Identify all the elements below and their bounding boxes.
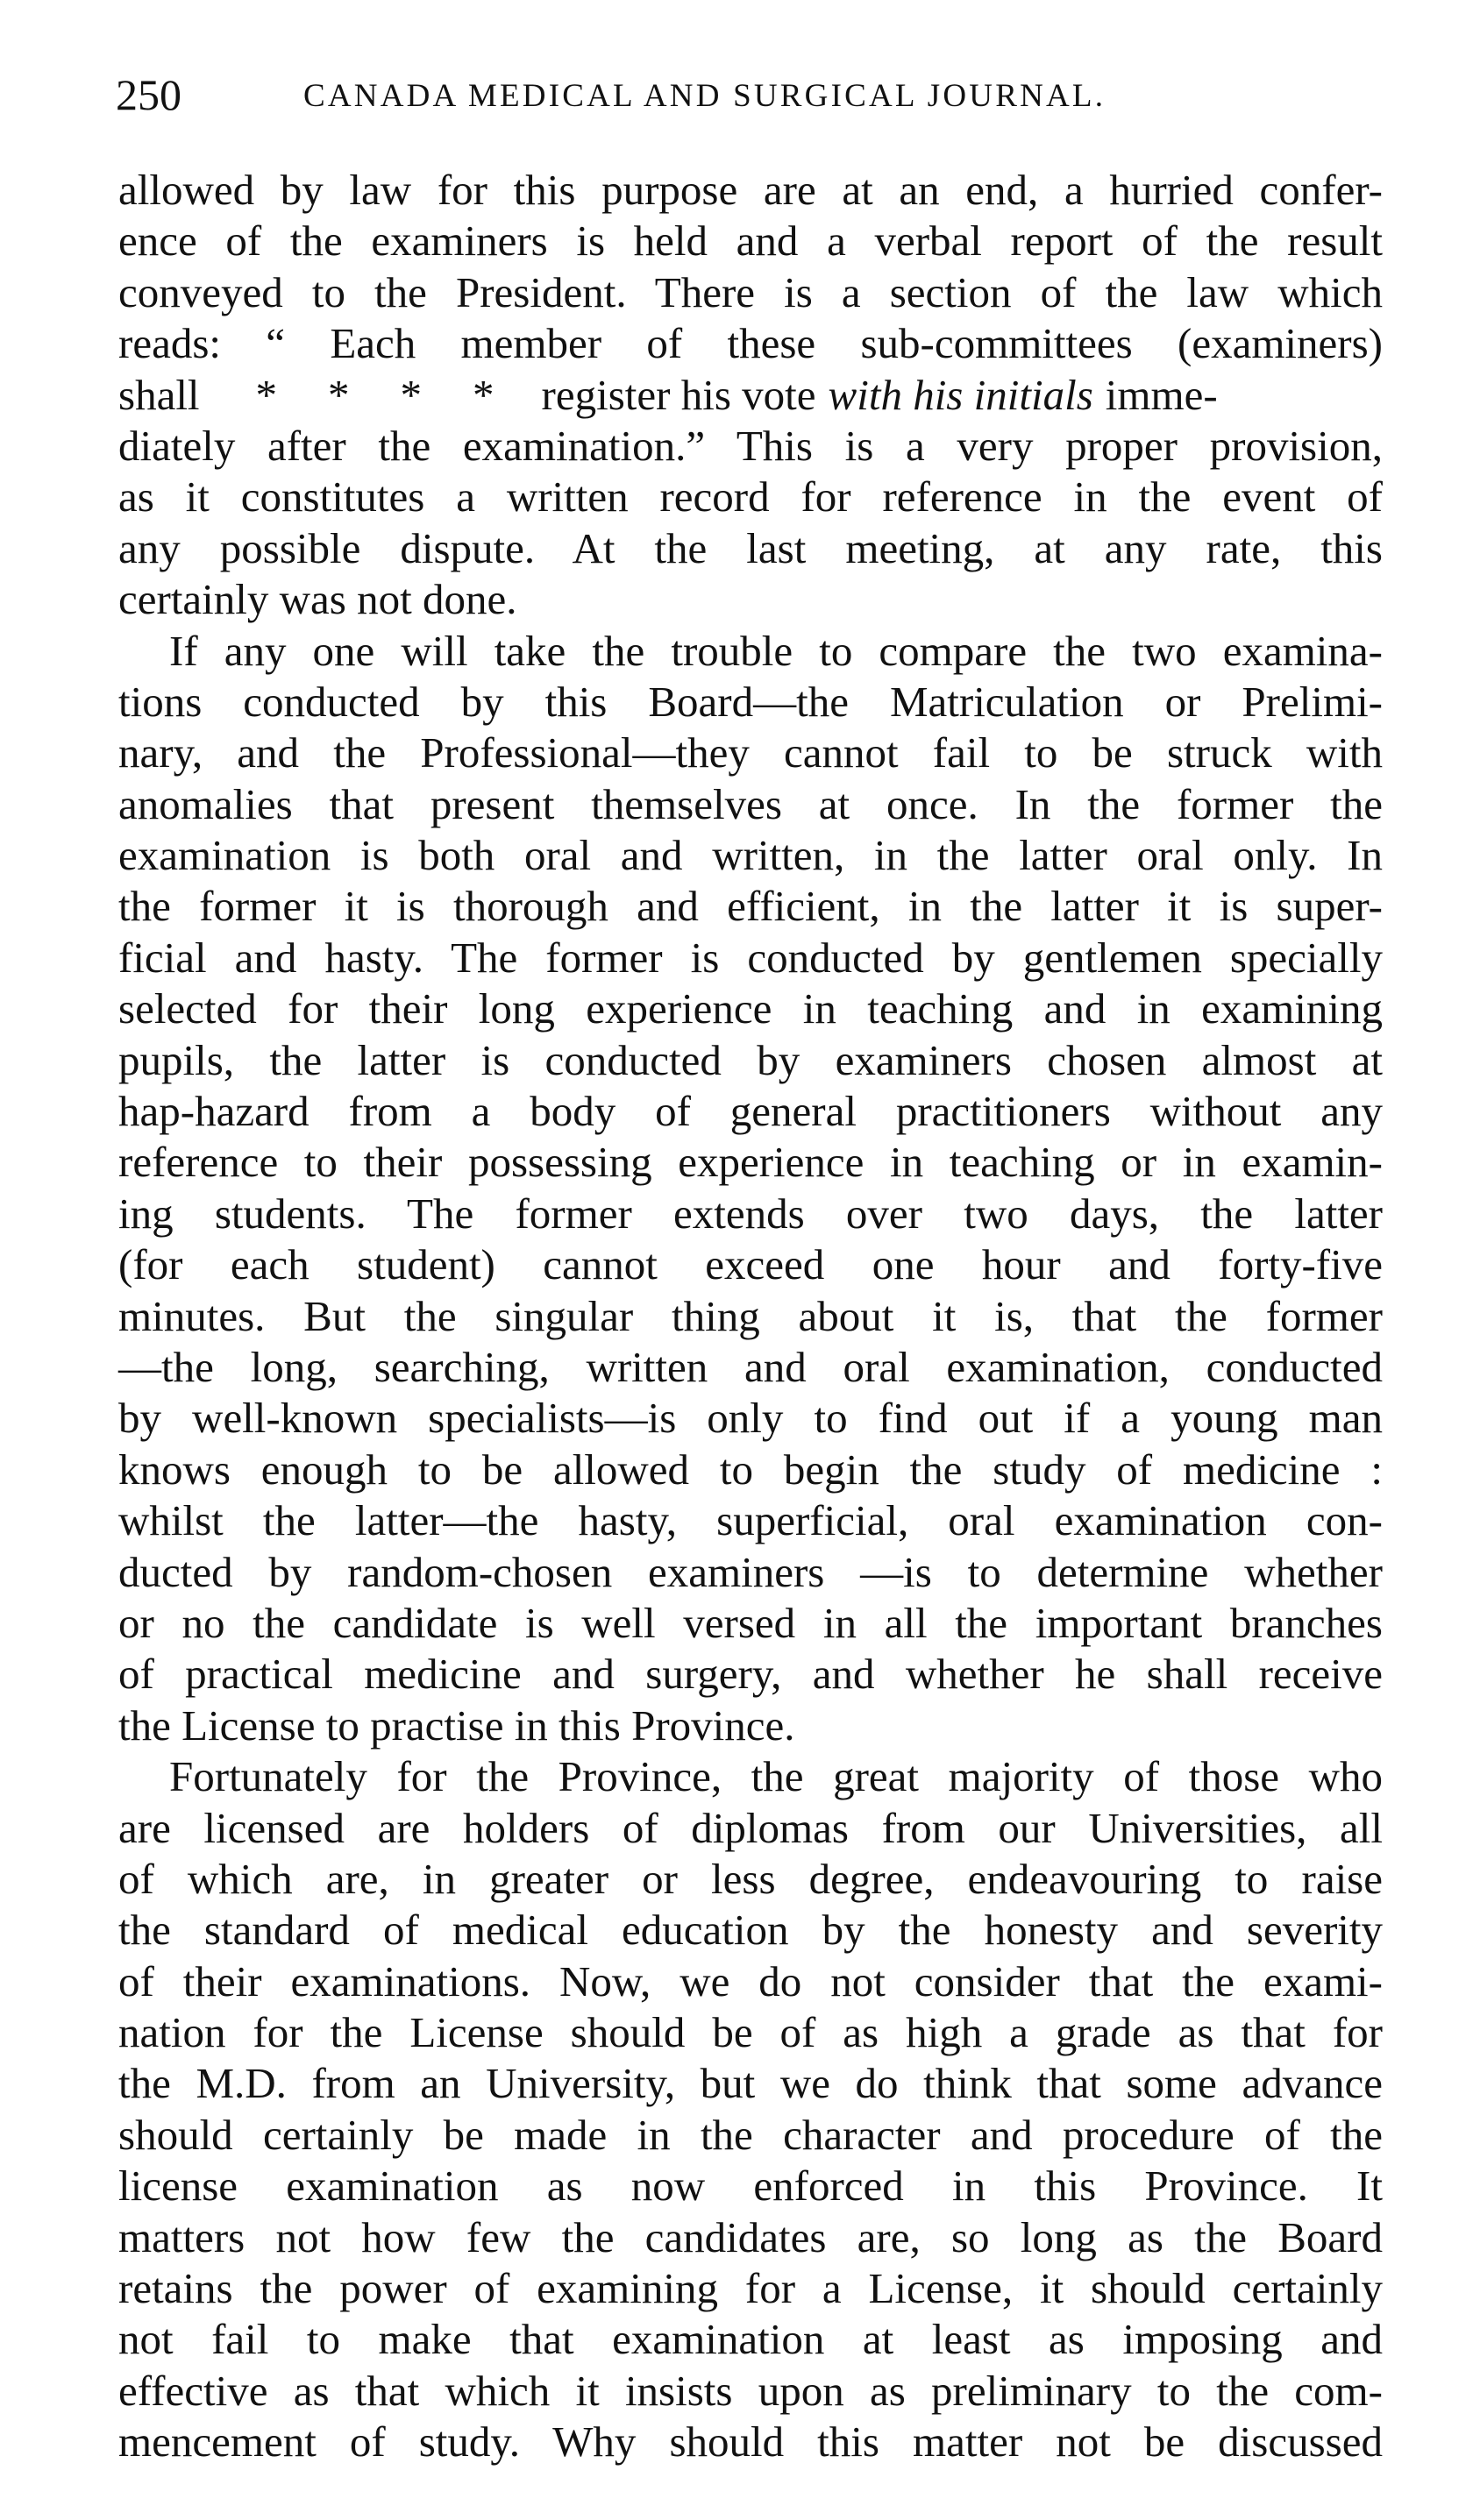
article-body bbox=[118, 165, 1383, 2468]
paragraph-first-line: If any one will take the trouble to compare the two examina- bbox=[169, 626, 1383, 675]
text-line: any possible dispute. At the last meeting, at any rate, this bbox=[118, 523, 1383, 572]
text-line: the former it is thorough and efficient, in the latter it is super- bbox=[118, 882, 1383, 931]
text-line: minutes. But the singular thing about it is, that the former bbox=[118, 1291, 1383, 1340]
text-line: as it constitutes a written record for reference in the event of bbox=[118, 472, 1383, 522]
text-line: —the long, searching, written and oral examination, conducted bbox=[118, 1342, 1383, 1391]
text-line: should certainly be made in the character and procedure of the bbox=[118, 2110, 1383, 2159]
text-line: nation for the License should be of as high a grade as that for bbox=[118, 2008, 1383, 2057]
page-header bbox=[116, 68, 1378, 121]
elision-star: * bbox=[473, 370, 495, 419]
text-line: reference to their possessing experience in teaching or in examin- bbox=[118, 1138, 1383, 1187]
text-line: effective as that which it insists upon as preliminary to the com- bbox=[118, 2366, 1383, 2415]
text-line: allowed by law for this purpose are at an end, a hurried confer- bbox=[118, 166, 1383, 214]
page-number: 250 bbox=[116, 70, 181, 119]
text-line: are licensed are holders of diplomas from our Universities, all bbox=[118, 1803, 1383, 1852]
text-line: (for each student) cannot exceed one hour and forty-five bbox=[118, 1240, 1383, 1289]
text-line: conveyed to the President. There is a section of the law which bbox=[118, 267, 1383, 316]
text-line: the M.D. from an University, but we do think that some advance bbox=[118, 2059, 1383, 2108]
text-line: ducted by random-chosen examiners —is to determine whether bbox=[118, 1547, 1383, 1596]
text-line: selected for their long experience in teaching and in examining bbox=[118, 984, 1383, 1033]
text-line: license examination as now enforced in this Province. It bbox=[118, 2162, 1383, 2211]
text-line: or no the candidate is well versed in all the important branches bbox=[118, 1598, 1383, 1647]
text-line: pupils, the latter is conducted by examiners chosen almost at bbox=[118, 1035, 1383, 1084]
line-start: shall bbox=[118, 370, 200, 419]
text-line: nary, and the Professional—they cannot fail to be struck with bbox=[118, 728, 1383, 777]
elision-star: * bbox=[328, 370, 350, 419]
text-line: not fail to make that examination at least as imposing and bbox=[118, 2315, 1383, 2364]
text-line: ing students. The former extends over two days, the latter bbox=[118, 1189, 1383, 1238]
text-line: hap-hazard from a body of general practitioners without any bbox=[118, 1087, 1383, 1136]
line-middle: register his vote bbox=[541, 370, 816, 419]
paragraph-last-line: certainly was not done. bbox=[118, 575, 517, 624]
text-line: mencement of study. Why should this matter not be discussed bbox=[118, 2417, 1383, 2467]
text-line: whilst the latter—the hasty, superficial, oral examination con- bbox=[118, 1496, 1383, 1545]
text-line: ficial and hasty. The former is conducted by gentlemen specially bbox=[118, 933, 1383, 982]
elision-star: * bbox=[255, 370, 278, 419]
text-line-with-elision bbox=[118, 370, 1383, 421]
text-line: knows enough to be allowed to begin the study of medicine : bbox=[118, 1445, 1383, 1494]
paragraph-last-line: the License to practise in this Province. bbox=[118, 1700, 795, 1750]
text-line: ence of the examiners is held and a verbal report of the result bbox=[118, 217, 1383, 266]
text-line: the standard of medical education by the honesty and severity bbox=[118, 1906, 1383, 1955]
text-line: reads: “ Each member of these sub-committees (examiners) bbox=[118, 319, 1383, 368]
text-line: by well-known specialists—is only to find out if a young man bbox=[118, 1394, 1383, 1443]
elision-star: * bbox=[400, 370, 423, 419]
text-line: examination is both oral and written, in the latter oral only. In bbox=[118, 831, 1383, 880]
text-line: of which are, in greater or less degree, endeavouring to raise bbox=[118, 1854, 1383, 1903]
paragraph-first-line: Fortunately for the Province, the great majority of those who bbox=[169, 1752, 1383, 1801]
text-line: diately after the examination.” This is a very proper provision, bbox=[118, 421, 1383, 470]
text-line: of their examinations. Now, we do not consider that the exami- bbox=[118, 1956, 1383, 2005]
text-line: anomalies that present themselves at once. In the former the bbox=[118, 779, 1383, 828]
text-line: retains the power of examining for a License, it should certainly bbox=[118, 2264, 1383, 2313]
text-line: tions conducted by this Board—the Matriculation or Prelimi- bbox=[118, 677, 1383, 726]
text-line: matters not how few the candidates are, so long as the Board bbox=[118, 2212, 1383, 2261]
running-head: CANADA MEDICAL AND SURGICAL JOURNAL. bbox=[303, 78, 1106, 114]
text-line: of practical medicine and surgery, and whether he shall receive bbox=[118, 1650, 1383, 1699]
italic-phrase: with his initials bbox=[828, 370, 1093, 419]
line-end: imme- bbox=[1105, 370, 1218, 419]
